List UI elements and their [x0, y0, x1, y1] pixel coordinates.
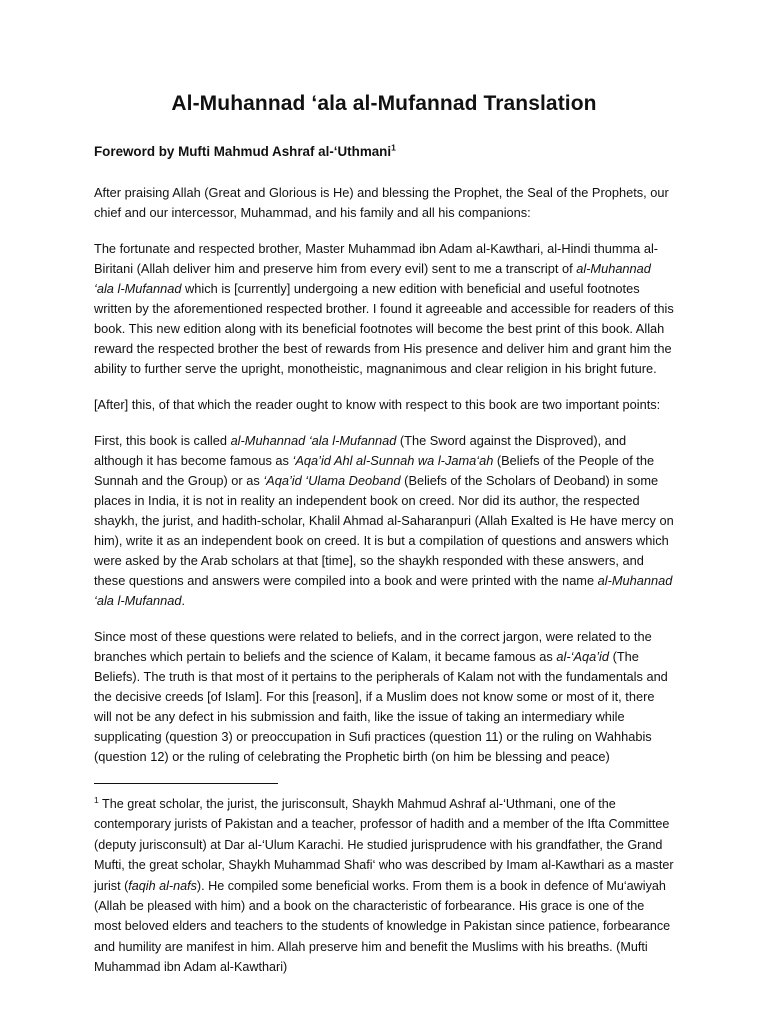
- paragraph-4-text-c: (Beliefs of the People of the Sunnah and the Group) or as: [94, 453, 655, 488]
- paragraph-4-text-d: (Beliefs of the Scholars of Deoband) in some places in India, it is not in reality an independent book on creed. Nor did its author, the respected shaykh, the jurist, and hadith-scholar, Khalil Ahmad al-Saharanpuri (Allah Exalted is He have mercy on him), write it as an independent book on creed. It is but a compilation of questions and answers which were asked by the Arab scholars at that [time], so the shaykh responded with these answers, and these questions and answers were compiled into a book and were printed with the name: [94, 473, 674, 588]
- footnote-separator: [94, 783, 278, 784]
- book-title-italic: al-Muhannad ‘ala l-Mufannad: [94, 261, 651, 296]
- paragraph-4: [94, 431, 674, 611]
- foreword-heading: [94, 144, 674, 159]
- paragraph-5-text-a: Since most of these questions were related to beliefs, and in the correct jargon, were related to the branches which pertain to beliefs and the science of Kalam, it became famous as: [94, 629, 652, 664]
- book-title-italic: al-Muhannad ‘ala l-Mufannad: [94, 573, 673, 608]
- paragraph-2-text-b: which is [currently] undergoing a new edition with beneficial and useful footnotes written by the aforementioned respected brother. I found it agreeable and accessible for readers of this book. This new edition along with its beneficial footnotes will become the best print of this book. Allah reward the respected brother the best of rewards from His presence and deliver him and grant him the ability to further serve the upright, monotheistic, magnanimous and clear religion in his bright future.: [94, 281, 674, 376]
- paragraph-4-text-e: .: [181, 593, 186, 608]
- paragraph-2-text-a: The fortunate and respected brother, Master Muhammad ibn Adam al-Kawthari, al-Hindi thumma al-Biritani (Allah deliver him and preserve him from every evil) sent to me a transcript of: [94, 241, 659, 276]
- footnote-term-italic: faqih al-nafs: [128, 878, 197, 893]
- footnote-1: [94, 794, 674, 978]
- paragraph-2: [94, 239, 674, 379]
- foreword-text: Foreword by Mufti Mahmud Ashraf al-‘Uthmani: [94, 144, 392, 159]
- paragraph-4-text-a: First, this book is called: [94, 433, 231, 448]
- paragraph-1: After praising Allah (Great and Glorious is He) and blessing the Prophet, the Seal of the Prophets, our chief and our intercessor, Muhammad, and his family and all his companions:: [94, 185, 669, 220]
- alt-title-italic: ‘Aqa’id Ahl al-Sunnah wa l-Jama‘ah: [292, 453, 494, 468]
- paragraph-5-text-b: (The Beliefs). The truth is that most of it pertains to the peripherals of Kalam not with the fundamentals and the decisive creeds [of Islam]. For this [reason], if a Muslim does not know some or most of it, there will not be any defect in his submission and faith, like the issue of taking an intermediary while supplicating (question 3) or preoccupation in Sufi practices (question 11) or the ruling on Wahhabis (question 12) or the ruling of celebrating the Prophetic birth (on him be blessing and peace): [94, 649, 668, 764]
- footnote-text-a: The great scholar, the jurist, the jurisconsult, Shaykh Mahmud Ashraf al-‘Uthmani, one of the contemporary jurists of Pakistan and a teacher, professor of hadith and a member of the Ifta Committee (deputy jurisconsult) at Dar al-‘Ulum Karachi. He studied jurisprudence with his grandfather, the Grand Mufti, the great scholar, Shaykh Muhammad Shafi‘ who was described by Imam al-Kawthari as a master jurist (: [94, 797, 674, 893]
- footnote-number: 1: [94, 794, 99, 805]
- book-title-italic: al-Muhannad ‘ala l-Mufannad: [230, 433, 397, 448]
- paragraph-5: [94, 627, 674, 767]
- footnote-reference[interactable]: 1: [391, 142, 396, 153]
- paragraph-3: [After] this, of that which the reader ought to know with respect to this book are two important points:: [94, 397, 661, 412]
- footnote-text-b: ). He compiled some beneficial works. From them is a book in defence of Mu‘awiyah (Allah be pleased with him) and a book on the characteristic of forbearance. His grace is one of the most beloved elders and teachers to the students of knowledge in Pakistan since patience, forbearance and humility are manifest in him. Allah preserve him and benefit the Muslims with his breaths. (Mufti Muhammad ibn Adam al-Kawthari): [94, 878, 671, 975]
- alt-title-italic: ‘Aqa’id ‘Ulama Deoband: [263, 473, 401, 488]
- document-title: Al-Muhannad ‘ala al-Mufannad Translation: [171, 92, 597, 115]
- paragraph-4-text-b: (The Sword against the Disproved), and although it has become famous as: [94, 433, 627, 468]
- term-italic: al-‘Aqa’id: [556, 649, 610, 664]
